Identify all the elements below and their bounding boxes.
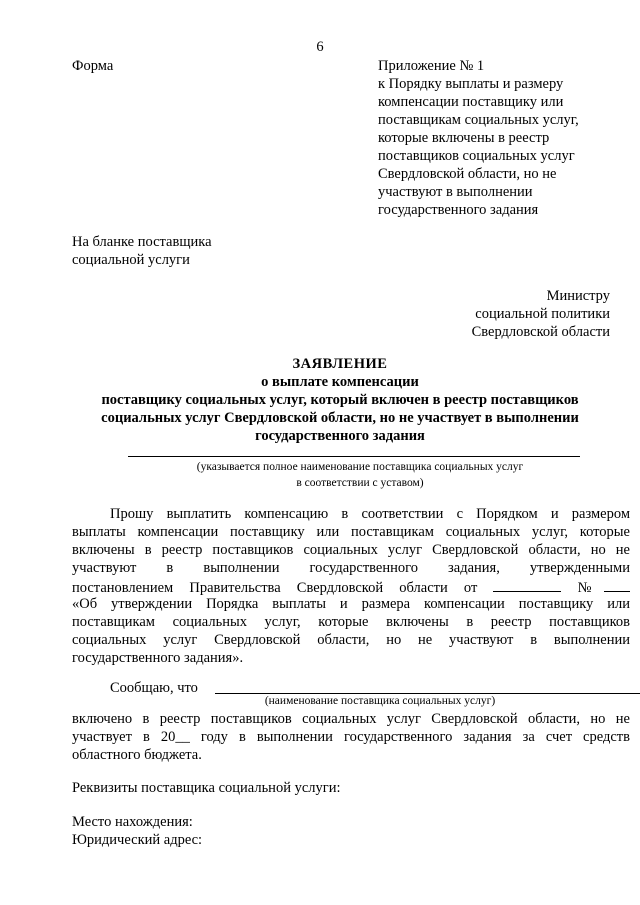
legal-address-label: Юридический адрес: — [72, 832, 203, 848]
addressee-line: Министру — [546, 288, 610, 304]
provider-name-fill-line[interactable] — [128, 456, 580, 457]
hint-line: (указывается полное наименование поставщика социальных услуг — [196, 461, 524, 473]
appendix-line: участвуют в выполнении — [378, 184, 533, 200]
paragraph-line: «Об утверждении Порядка выплаты и размера компенсации поставщику или — [72, 596, 630, 612]
appendix-line: компенсации поставщику или — [378, 94, 564, 110]
page-number: 6 — [316, 39, 324, 55]
appendix-line: поставщикам социальных услуг, — [378, 112, 579, 128]
addressee-line: социальной политики — [475, 306, 610, 322]
title-line: о выплате компенсации — [261, 374, 419, 390]
title-line: государственного задания — [255, 428, 425, 444]
appendix-line: поставщиков социальных услуг — [378, 148, 575, 164]
number-sign: № — [577, 580, 605, 596]
letterhead-line: социальной услуги — [72, 252, 190, 268]
appendix-block — [378, 57, 628, 219]
resolution-text: постановлением Правительства Свердловской области от — [72, 580, 478, 596]
paragraph-line: Прошу выплатить компенсацию в соответствии с Порядком и размером — [110, 506, 630, 522]
resolution-number-fill-line[interactable] — [604, 577, 630, 592]
provider-name-hint — [110, 459, 610, 491]
paragraph-line: социальных услуг Свердловской области, но не участвуют в выполнении — [72, 632, 630, 648]
form-label: Форма — [72, 58, 114, 74]
requisites-heading: Реквизиты поставщика социальной услуги: — [72, 780, 341, 796]
appendix-line: к Порядку выплаты и размеру — [378, 76, 564, 92]
provider-short-name-hint: (наименование поставщика социальных услуг) — [264, 695, 496, 707]
request-paragraph — [72, 505, 630, 667]
paragraph-line: поставщикам социальных услуг, которые включены в реестр поставщиков — [72, 614, 630, 630]
title-line: социальных услуг Свердловской области, но не участвует в выполнении — [101, 410, 579, 426]
hint-line: в соответствии с уставом) — [296, 477, 424, 489]
paragraph-line: включено в реестр поставщиков социальных услуг Свердловской области, но не — [72, 711, 630, 727]
paragraph-line: участвует в 20__ году в выполнении государственного задания за счет средств — [72, 729, 630, 745]
paragraph-line-resolution — [72, 577, 630, 595]
location-label: Место нахождения: — [72, 814, 193, 830]
document-title — [70, 355, 610, 445]
title-line: поставщику социальных услуг, который включен в реестр поставщиков — [101, 392, 579, 408]
appendix-line: Приложение № 1 — [378, 58, 485, 74]
appendix-line: Свердловской области, но не — [378, 166, 557, 182]
letterhead-line: На бланке поставщика — [72, 234, 212, 250]
paragraph-line: выплаты компенсации поставщику или поставщикам социальных услуг, которые — [72, 524, 630, 540]
title-main: ЗАЯВЛЕНИЕ — [292, 356, 388, 372]
letterhead-note — [72, 233, 212, 269]
addressee-block — [472, 287, 610, 341]
appendix-line: государственного задания — [378, 202, 539, 218]
report-label: Сообщаю, что — [110, 680, 198, 696]
paragraph-line: участвуют в выполнении государственного задания, утвержденными — [72, 560, 630, 576]
paragraph-line: включены в реестр поставщиков социальных услуг Свердловской области, но не — [72, 542, 630, 558]
addressee-line: Свердловской области — [471, 324, 610, 340]
resolution-date-fill-line[interactable] — [493, 577, 561, 592]
paragraph-line: областного бюджета. — [72, 747, 202, 763]
appendix-line: которые включены в реестр — [378, 130, 550, 146]
paragraph-line: государственного задания». — [72, 650, 244, 666]
report-paragraph — [72, 710, 630, 764]
